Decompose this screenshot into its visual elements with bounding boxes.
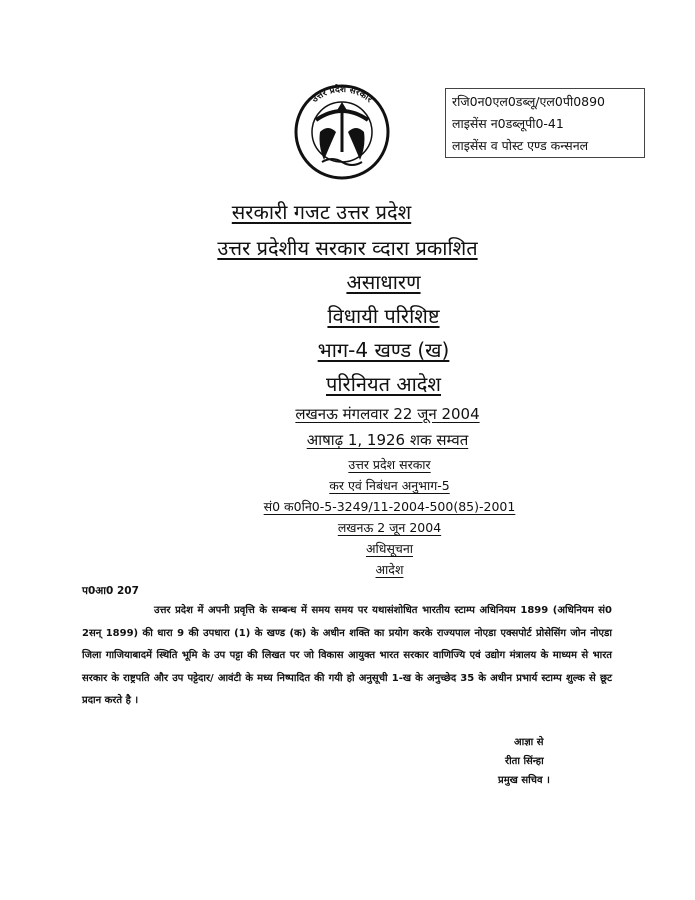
legislative-supplement: विधायी परिशिष्ट: [327, 304, 440, 328]
state-emblem-icon: [286, 80, 398, 180]
issuer-government: उत्तर प्रदेश सरकार: [348, 457, 431, 472]
notification-label: अधिसूचना: [365, 541, 414, 556]
gazette-title: सरकारी गजट उत्तर प्रदेश: [231, 200, 412, 224]
registration-number: रजि0न0एल0डब्लू/एल0पी0890: [452, 94, 606, 109]
issuer-section: कर एवं निबंधन अनुभाग-5: [329, 478, 450, 493]
statutory-order-heading: परिनियत आदेश: [325, 372, 442, 396]
license-number: लाइसेंस न0डब्लूपी0-41: [452, 116, 564, 131]
signatory-name: रीता सिंन्हा: [505, 756, 544, 767]
place-date: लखनऊ 2 जून 2004: [337, 520, 442, 535]
document-number: प0आ0 207: [82, 585, 139, 597]
paragraph-start: उत्तर प्रदेश में अपनी प्रवृत्ति के सम्बन्ध में समय समय पर यथासंशोधित भारतीय स्टाम्प: [154, 605, 475, 616]
signatory-designation: प्रमुख सचिव ।: [498, 775, 550, 786]
order-label: आदेश: [375, 562, 404, 577]
registration-box: [445, 88, 645, 158]
order-paragraph: [82, 600, 612, 713]
reference-number: सं0 क0नि0-5-3249/11-2004-500(85)-2001: [263, 499, 516, 514]
date-line: लखनऊ मंगलवार 22 जून 2004: [295, 405, 480, 423]
paragraph-rest: अधिनियम 1899 (अधिनियम सं0 2सन् 1899) की धारा 9 की उपधारा (1) के खण्ड (क) के अधीन शक्ति का प्रयोग करके राज्यपाल नोएडा एक्सपोर्ट प्रोसेसिंग जोन नोएडा जिला गाजियाबादमें स्थिति भूमि के उप पट्टा की लिखत पर जो विकास आयुक्त भारत सरकार वाणिज्यि एवं उद्योग मंत्रालय के माध्यम से भारत सरकार के राष्ट्रपति और उप पट्टेदार/ आवंटी के मध्य निष्पादित की गयी हो अनुसूची 1-ख के अनुच्छेद 35 के अधीन प्रभार्य स्टाम्प शुल्क से छूट प्रदान करते है ।: [82, 605, 612, 706]
postal-license: लाइसेंस व पोस्ट एण्ड कन्सनल: [452, 138, 589, 153]
extraordinary-label: असाधारण: [346, 270, 421, 294]
emblem-arc-text: उत्तर प्रदेश सरकार: [310, 84, 374, 105]
publisher-line: उत्तर प्रदेशीय सरकार व्दारा प्रकाशित: [217, 236, 478, 260]
part-section: भाग-4 खण्ड (ख): [317, 338, 450, 362]
order-by: आज्ञा से: [514, 737, 544, 748]
saka-date-line: आषाढ़ 1, 1926 शक सम्वत: [306, 431, 469, 449]
